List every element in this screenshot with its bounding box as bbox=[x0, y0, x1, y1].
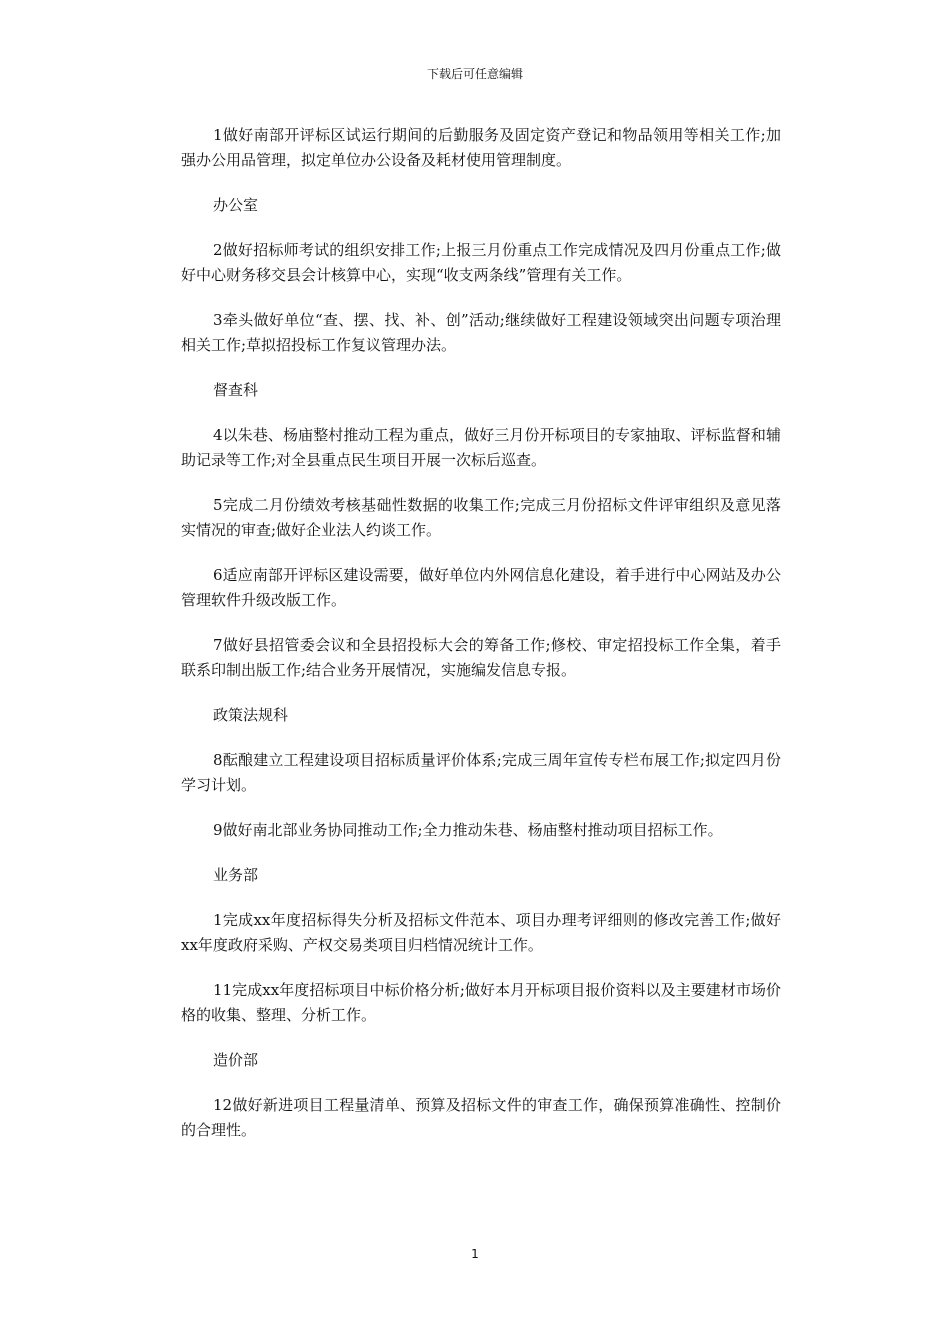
paragraph: 1完成xx年度招标得失分析及招标文件范本、项目办理考评细则的修改完善工作;做好xx年度政府采购、产权交易类项目归档情况统计工作。 bbox=[181, 911, 781, 954]
section-heading: 造价部 bbox=[213, 1051, 259, 1069]
section-heading: 政策法规科 bbox=[213, 706, 289, 724]
paragraph: 7做好县招管委会议和全县招投标大会的筹备工作;修校、审定招投标工作全集，着手联系印制出版工作;结合业务开展情况，实施编发信息专报。 bbox=[181, 636, 781, 679]
paragraph: 6适应南部开评标区建设需要，做好单位内外网信息化建设，着手进行中心网站及办公管理软件升级改版工作。 bbox=[181, 566, 781, 609]
paragraph: 4以朱巷、杨庙整村推动工程为重点，做好三月份开标项目的专家抽取、评标监督和辅助记录等工作;对全县重点民生项目开展一次标后巡查。 bbox=[181, 426, 781, 469]
page-header: 下载后可任意编辑 bbox=[426, 67, 523, 81]
page-number: 1 bbox=[471, 1247, 479, 1261]
paragraph: 8酝酿建立工程建设项目招标质量评价体系;完成三周年宣传专栏布展工作;拟定四月份学习计划。 bbox=[181, 751, 781, 794]
section-heading: 业务部 bbox=[213, 866, 259, 884]
paragraph: 5完成二月份绩效考核基础性数据的收集工作;完成三月份招标文件评审组织及意见落实情况的审查;做好企业法人约谈工作。 bbox=[181, 496, 781, 539]
paragraph: 11完成xx年度招标项目中标价格分析;做好本月开标项目报价资料以及主要建材市场价格的收集、整理、分析工作。 bbox=[181, 981, 781, 1024]
paragraph: 2做好招标师考试的组织安排工作;上报三月份重点工作完成情况及四月份重点工作;做好中心财务移交县会计核算中心，实现“收支两条线”管理有关工作。 bbox=[181, 241, 781, 284]
section-heading: 办公室 bbox=[213, 196, 259, 214]
paragraph: 3牵头做好单位“查、摆、找、补、创”活动;继续做好工程建设领域突出问题专项治理相关工作;草拟招投标工作复议管理办法。 bbox=[181, 311, 781, 354]
paragraph: 12做好新进项目工程量清单、预算及招标文件的审查工作，确保预算准确性、控制价的合理性。 bbox=[181, 1096, 781, 1139]
paragraph: 1做好南部开评标区试运行期间的后勤服务及固定资产登记和物品领用等相关工作;加强办公用品管理，拟定单位办公设备及耗材使用管理制度。 bbox=[181, 126, 781, 169]
document-body bbox=[181, 123, 781, 1163]
paragraph: 9做好南北部业务协同推动工作;全力推动朱巷、杨庙整村推动项目招标工作。 bbox=[213, 821, 723, 839]
section-heading: 督查科 bbox=[213, 381, 259, 399]
